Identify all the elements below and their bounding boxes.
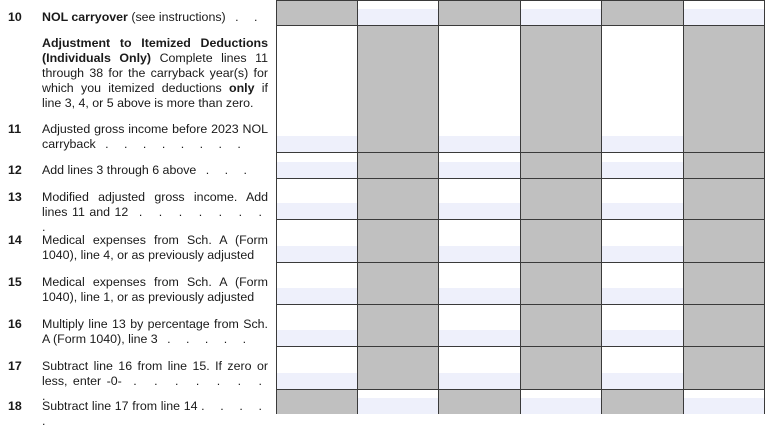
- line-16-col-5-input[interactable]: [601, 304, 683, 346]
- line-15-col-5-input[interactable]: [601, 262, 683, 304]
- row-divider: [276, 346, 765, 347]
- line-14-col-5-input[interactable]: [601, 219, 683, 262]
- line-11-col-2: [357, 25, 438, 152]
- line-15-col-6: [683, 262, 765, 304]
- line-10-col-5: [601, 0, 683, 25]
- line-description: Adjusted gross income before 2023 NOL carryback . . . . . . . .: [42, 122, 268, 151]
- line-12-col-6: [683, 152, 765, 178]
- line-description: Medical expenses from Sch. A (Form 1040), line 1, or as previously adjusted: [42, 275, 268, 304]
- line-number: 14: [8, 233, 22, 247]
- line-15-col-1-input[interactable]: [276, 262, 357, 304]
- row-divider: [276, 178, 765, 179]
- line-number: 11: [8, 122, 22, 136]
- line-14-col-6: [683, 219, 765, 262]
- line-14-col-2: [357, 219, 438, 262]
- line-number: 12: [8, 163, 22, 177]
- line-14-col-1-input[interactable]: [276, 219, 357, 262]
- line-11-col-1-input[interactable]: [276, 25, 357, 152]
- amount-columns-grid: [276, 0, 765, 414]
- line-11-col-6: [683, 25, 765, 152]
- line-13-col-4: [520, 178, 601, 219]
- line-12-col-3-input[interactable]: [438, 152, 520, 178]
- line-description: NOL carryover (see instructions) . .: [42, 10, 264, 24]
- line-13-col-2: [357, 178, 438, 219]
- line-number: 18: [8, 399, 22, 413]
- line-13-col-1-input[interactable]: [276, 178, 357, 219]
- line-18-col-4-input[interactable]: [520, 389, 601, 414]
- line-description: Add lines 3 through 6 above . . .: [42, 163, 253, 177]
- line-11-col-3-input[interactable]: [438, 25, 520, 152]
- line-13-col-3-input[interactable]: [438, 178, 520, 219]
- line-12-col-1-input[interactable]: [276, 152, 357, 178]
- line-description: Subtract line 16 from line 15. If zero or less, enter -0- . . . . . . . .: [42, 359, 268, 403]
- line-16-col-4: [520, 304, 601, 346]
- line-17-col-3-input[interactable]: [438, 346, 520, 389]
- line-17-col-5-input[interactable]: [601, 346, 683, 389]
- line-16-col-2: [357, 304, 438, 346]
- row-divider: [276, 25, 765, 26]
- line-16-col-1-input[interactable]: [276, 304, 357, 346]
- line-10-col-6-input[interactable]: [683, 0, 765, 25]
- line-number: 13: [8, 190, 22, 204]
- line-17-col-1-input[interactable]: [276, 346, 357, 389]
- line-16-col-6: [683, 304, 765, 346]
- line-13-col-6: [683, 178, 765, 219]
- line-15-col-3-input[interactable]: [438, 262, 520, 304]
- line-11-col-5-input[interactable]: [601, 25, 683, 152]
- row-divider: [276, 0, 765, 1]
- line-12-col-4: [520, 152, 601, 178]
- line-17-col-2: [357, 346, 438, 389]
- line-13-col-5-input[interactable]: [601, 178, 683, 219]
- line-description: Modified adjusted gross income. Add lines 11 and 12 . . . . . . . .: [42, 190, 268, 234]
- row-divider: [276, 389, 765, 390]
- line-description: Subtract line 17 from line 14 . . . . .: [42, 399, 268, 428]
- row-divider: [276, 262, 765, 263]
- line-10-col-1: [276, 0, 357, 25]
- line-number: 15: [8, 275, 22, 289]
- adjustment-instructions: Adjustment to Itemized Deductions (Individuals Only) Complete lines 11 through 38 for the carryback year(s) for which you itemized deductions only if line 3, 4, or 5 above is more than zero.: [42, 36, 269, 110]
- line-10-col-2-input[interactable]: [357, 0, 438, 25]
- line-16-col-3-input[interactable]: [438, 304, 520, 346]
- line-12-col-2: [357, 152, 438, 178]
- line-description: Multiply line 13 by percentage from Sch. A (Form 1040), line 3 . . . . .: [42, 317, 268, 346]
- line-11-col-4: [520, 25, 601, 152]
- line-18-col-5: [601, 389, 683, 414]
- line-14-col-3-input[interactable]: [438, 219, 520, 262]
- line-12-col-5-input[interactable]: [601, 152, 683, 178]
- line-18-col-6-input[interactable]: [683, 389, 765, 414]
- line-18-col-2-input[interactable]: [357, 389, 438, 414]
- line-17-col-6: [683, 346, 765, 389]
- line-15-col-2: [357, 262, 438, 304]
- row-divider: [276, 219, 765, 220]
- line-18-col-1: [276, 389, 357, 414]
- line-number: 10: [8, 10, 22, 24]
- line-18-col-3: [438, 389, 520, 414]
- line-14-col-4: [520, 219, 601, 262]
- line-15-col-4: [520, 262, 601, 304]
- line-10-col-4-input[interactable]: [520, 0, 601, 25]
- row-divider: [276, 304, 765, 305]
- row-divider: [276, 152, 765, 153]
- line-description: Medical expenses from Sch. A (Form 1040), line 4, or as previously adjusted: [42, 233, 268, 262]
- line-10-col-3: [438, 0, 520, 25]
- line-17-col-4: [520, 346, 601, 389]
- line-number: 17: [8, 359, 22, 373]
- line-number: 16: [8, 317, 22, 331]
